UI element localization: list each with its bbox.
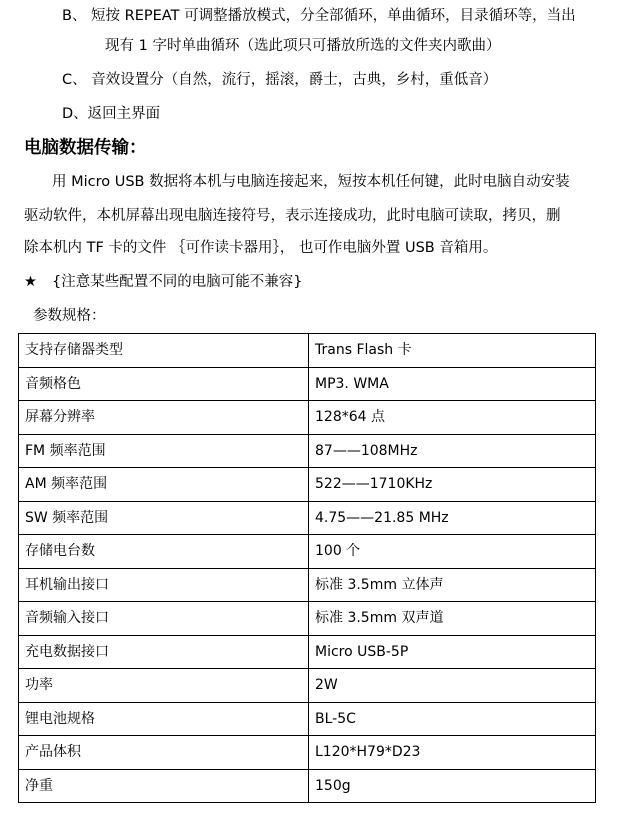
spec-name-cell: 耳机输出接口: [19, 568, 309, 602]
specs-label: 参数规格：: [33, 308, 106, 324]
table-row: [19, 602, 596, 636]
spec-value-cell: BL-5C: [309, 702, 596, 736]
spec-name-cell: 锂电池规格: [19, 702, 309, 736]
section-body-line2: 驱动软件，本机屏幕出现电脑连接符号，表示连接成功，此时电脑可读取，拷贝，删: [24, 208, 561, 224]
table-row: [19, 702, 596, 736]
spec-value-cell: 100 个: [309, 535, 596, 569]
table-row: [19, 401, 596, 435]
spec-name-cell: 音频输入接口: [19, 602, 309, 636]
spec-value-cell: Micro USB-5P: [309, 635, 596, 669]
spec-name-cell: 屏幕分辨率: [19, 401, 309, 435]
spec-name-cell: 产品体积: [19, 736, 309, 770]
table-row: [19, 635, 596, 669]
spec-value-cell: 150g: [309, 769, 596, 803]
compatibility-note: [24, 272, 302, 292]
spec-value-cell: Trans Flash 卡: [309, 334, 596, 368]
spec-value-cell: 128*64 点: [309, 401, 596, 435]
spec-name-cell: 功率: [19, 669, 309, 703]
mode-c-line: C、 音效设置分（自然，流行，摇滚，爵士，古典，乡村，重低音）: [62, 72, 498, 88]
table-row: [19, 769, 596, 803]
mode-b-line1: B、 短按 REPEAT 可调整播放模式，分全部循环，单曲循环，目录循环等，当出: [62, 8, 576, 24]
spec-name-cell: 支持存储器类型: [19, 334, 309, 368]
spec-name-cell: 存储电台数: [19, 535, 309, 569]
table-row: [19, 501, 596, 535]
section-body-line3: 除本机内 TF 卡的文件 ｛可作读卡器用｝， 也可作电脑外置 USB 音箱用。: [24, 240, 498, 256]
spec-name-cell: 充电数据接口: [19, 635, 309, 669]
spec-name-cell: 净重: [19, 769, 309, 803]
table-row: [19, 334, 596, 368]
spec-value-cell: 2W: [309, 669, 596, 703]
spec-value-cell: 标准 3.5mm 双声道: [309, 602, 596, 636]
table-row: [19, 468, 596, 502]
section-title: 电脑数据传输：: [24, 138, 147, 158]
table-row: [19, 568, 596, 602]
section-body-line1: 用 Micro USB 数据将本机与电脑连接起来，短按本机任何键，此时电脑自动安装: [52, 174, 570, 190]
mode-d-line: D、返回主界面: [62, 106, 161, 122]
specs-table: [18, 333, 596, 803]
table-row: [19, 669, 596, 703]
spec-value-cell: L120*H79*D23: [309, 736, 596, 770]
star-icon: ★: [24, 274, 37, 290]
spec-name-cell: 音频格色: [19, 367, 309, 401]
spec-name-cell: AM 频率范围: [19, 468, 309, 502]
note-text: {注意某些配置不同的电脑可能不兼容}: [52, 274, 303, 290]
spec-value-cell: MP3. WMA: [309, 367, 596, 401]
mode-b-line2: 现有 1 字时单曲循环（选此项只可播放所选的文件夹内歌曲）: [105, 38, 501, 54]
spec-value-cell: 87——108MHz: [309, 434, 596, 468]
table-row: [19, 535, 596, 569]
spec-value-cell: 标准 3.5mm 立体声: [309, 568, 596, 602]
table-row: [19, 434, 596, 468]
spec-name-cell: SW 频率范围: [19, 501, 309, 535]
spec-value-cell: 4.75——21.85 MHz: [309, 501, 596, 535]
spec-name-cell: FM 频率范围: [19, 434, 309, 468]
spec-value-cell: 522——1710KHz: [309, 468, 596, 502]
table-row: [19, 367, 596, 401]
table-row: [19, 736, 596, 770]
